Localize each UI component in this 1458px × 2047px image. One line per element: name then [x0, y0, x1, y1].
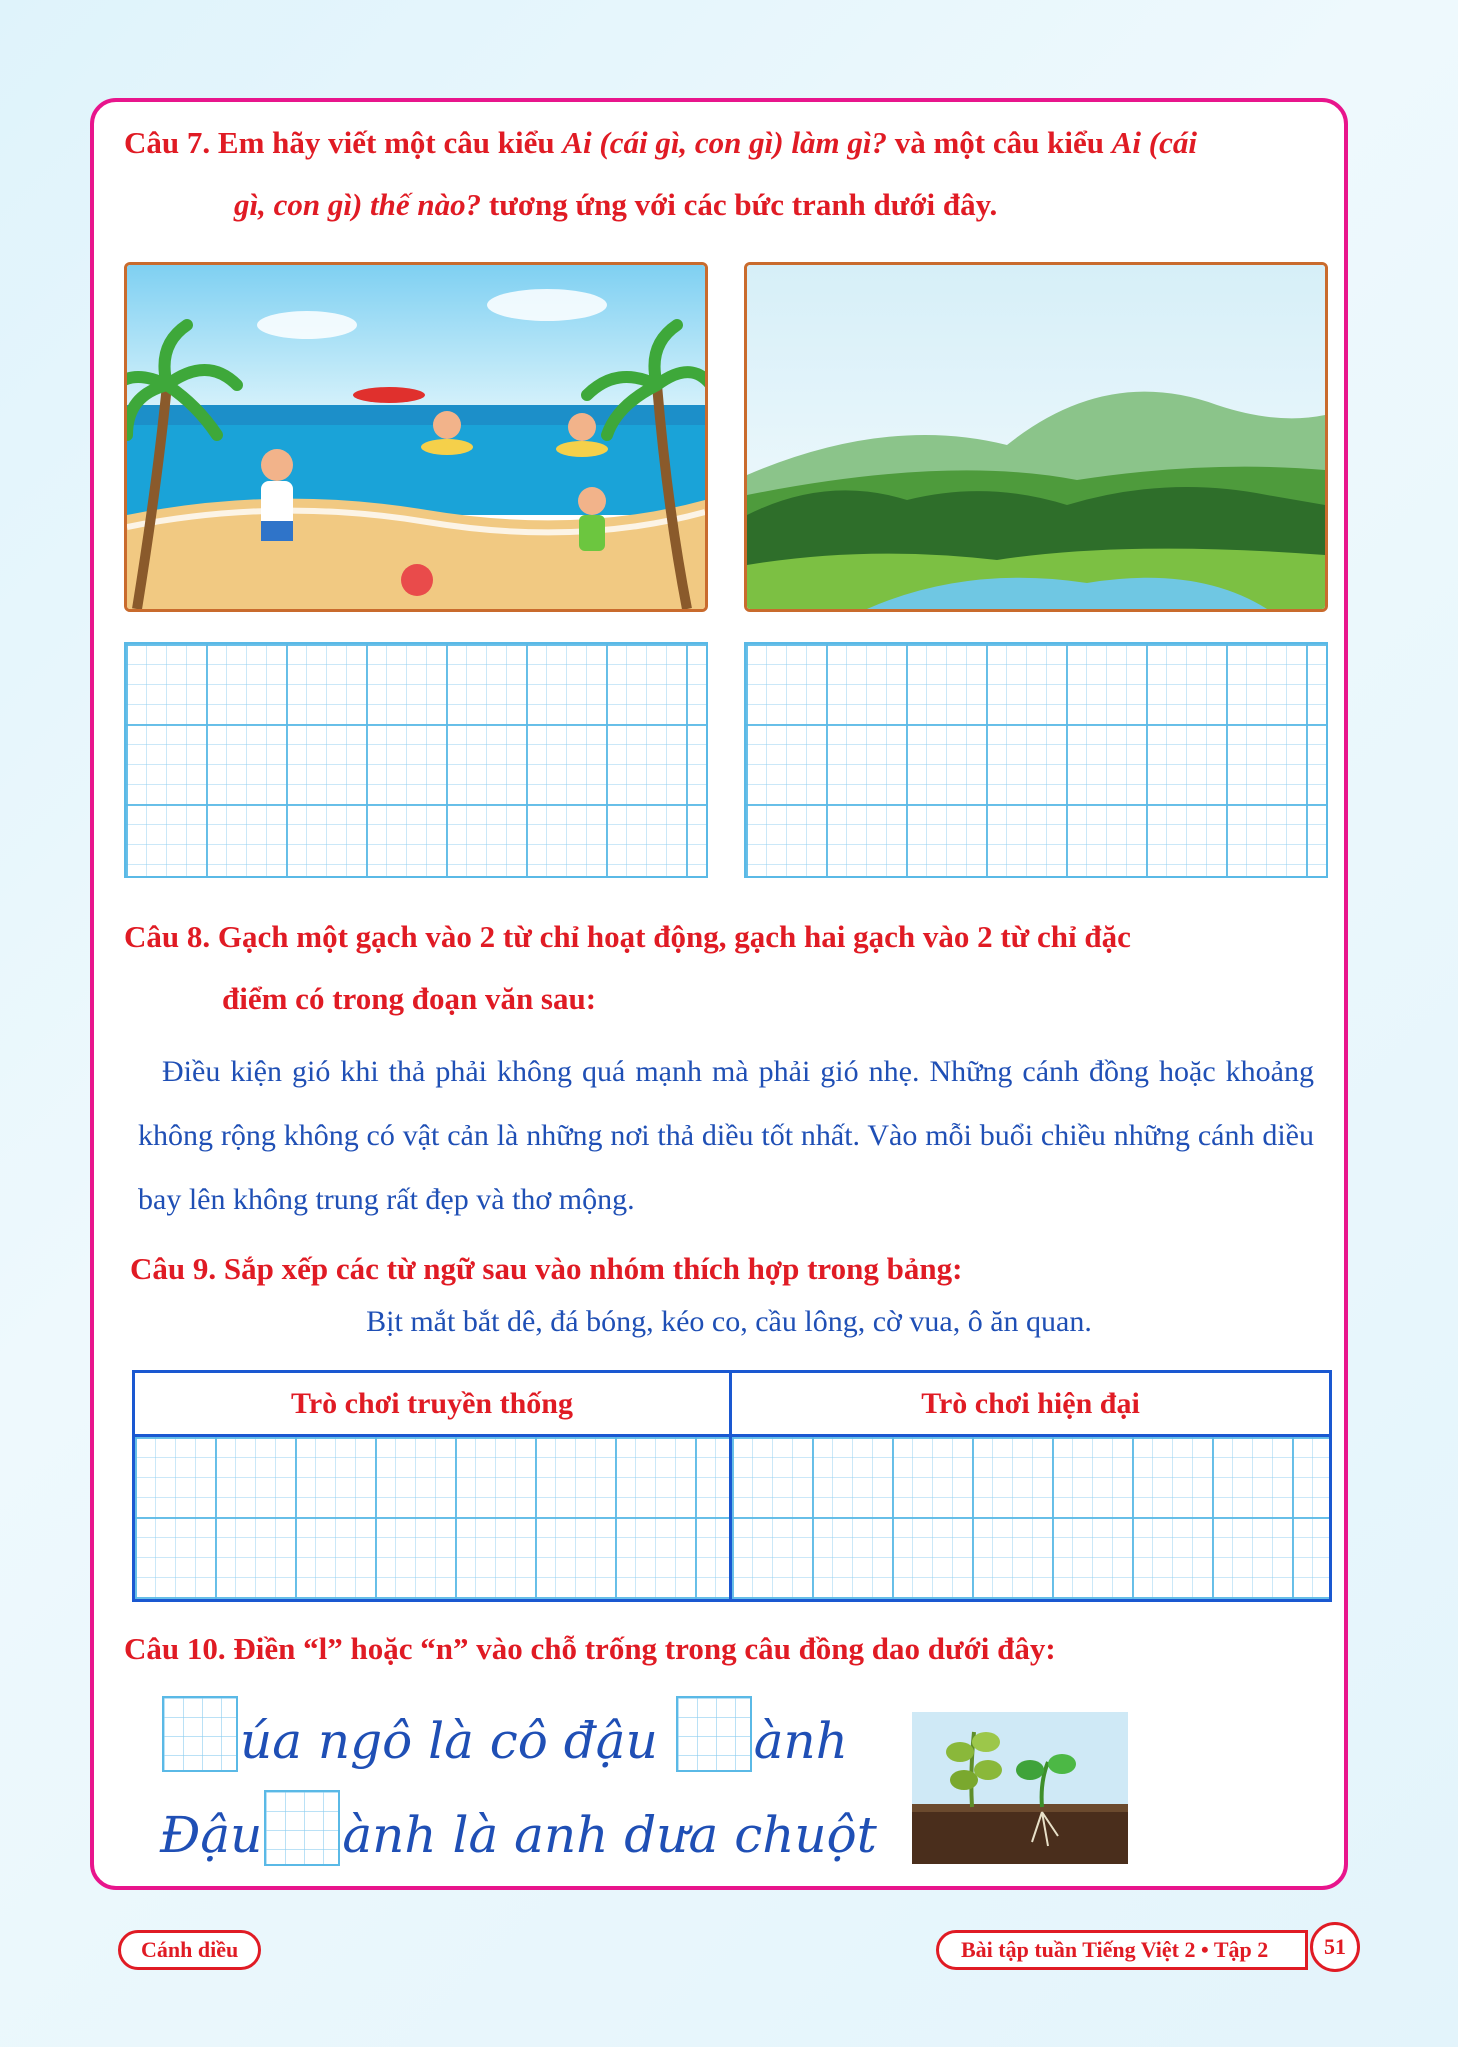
q9-title: Câu 9. Sắp xếp các từ ngữ sau vào nhóm thích hợp trong bảng: — [130, 1251, 963, 1286]
blank-box-1[interactable] — [162, 1696, 238, 1772]
rhyme-text-1b: ành — [753, 1712, 848, 1770]
blank-box-2[interactable] — [676, 1696, 752, 1772]
table-header-traditional: Trò chơi truyền thống — [135, 1373, 732, 1437]
beach-picture — [124, 262, 708, 612]
q7-title-line2: gì, con gì) thế nào? tương ứng với các bức tranh dưới đây. — [234, 187, 998, 222]
footer-book-title: Bài tập tuần Tiếng Việt 2 • Tập 2 — [936, 1930, 1308, 1970]
page-number: 51 — [1310, 1922, 1360, 1972]
landscape-picture — [744, 262, 1328, 612]
plant-picture — [912, 1712, 1128, 1864]
q8-title-line2: điểm có trong đoạn văn sau: — [222, 981, 597, 1016]
rhyme-text-1a: úa ngô là cô đậu — [240, 1712, 658, 1770]
blank-box-3[interactable] — [264, 1790, 340, 1866]
q7-title: Câu 7. Em hãy viết một câu kiểu Ai (cái gì, con gì) làm gì? và một câu kiểu Ai (cái — [124, 125, 1197, 160]
rhyme-line-2 — [160, 1790, 877, 1866]
q9-word-list: Bịt mắt bắt dê, đá bóng, kéo co, cầu lông, cờ vua, ô ăn quan. — [366, 1305, 1092, 1338]
table-cell-traditional[interactable] — [135, 1437, 732, 1599]
footer-series-badge: Cánh diều — [118, 1930, 261, 1970]
writing-grid-left[interactable] — [124, 642, 708, 878]
rhyme-text-2a: Đậu — [160, 1806, 263, 1864]
table-header-modern: Trò chơi hiện đại — [732, 1373, 1329, 1437]
rhyme-text-2b: ành là anh dưa chuột — [342, 1806, 877, 1864]
q9-table — [132, 1370, 1332, 1602]
table-cell-modern[interactable] — [732, 1437, 1329, 1599]
q8-title: Câu 8. Gạch một gạch vào 2 từ chỉ hoạt động, gạch hai gạch vào 2 từ chỉ đặc — [124, 919, 1131, 954]
q8-passage: Điều kiện gió khi thả phải không quá mạnh mà phải gió nhẹ. Những cánh đồng hoặc khoảng không rộng không có vật cản là những nơi thả diều tốt nhất. Vào mỗi buổi chiều những cánh diều bay lên không trung rất đẹp và thơ mộng. — [138, 1055, 1314, 1216]
rhyme-line-1 — [160, 1696, 848, 1772]
q10-title: Câu 10. Điền “l” hoặc “n” vào chỗ trống trong câu đồng dao dưới đây: — [124, 1631, 1056, 1666]
writing-grid-right[interactable] — [744, 642, 1328, 878]
